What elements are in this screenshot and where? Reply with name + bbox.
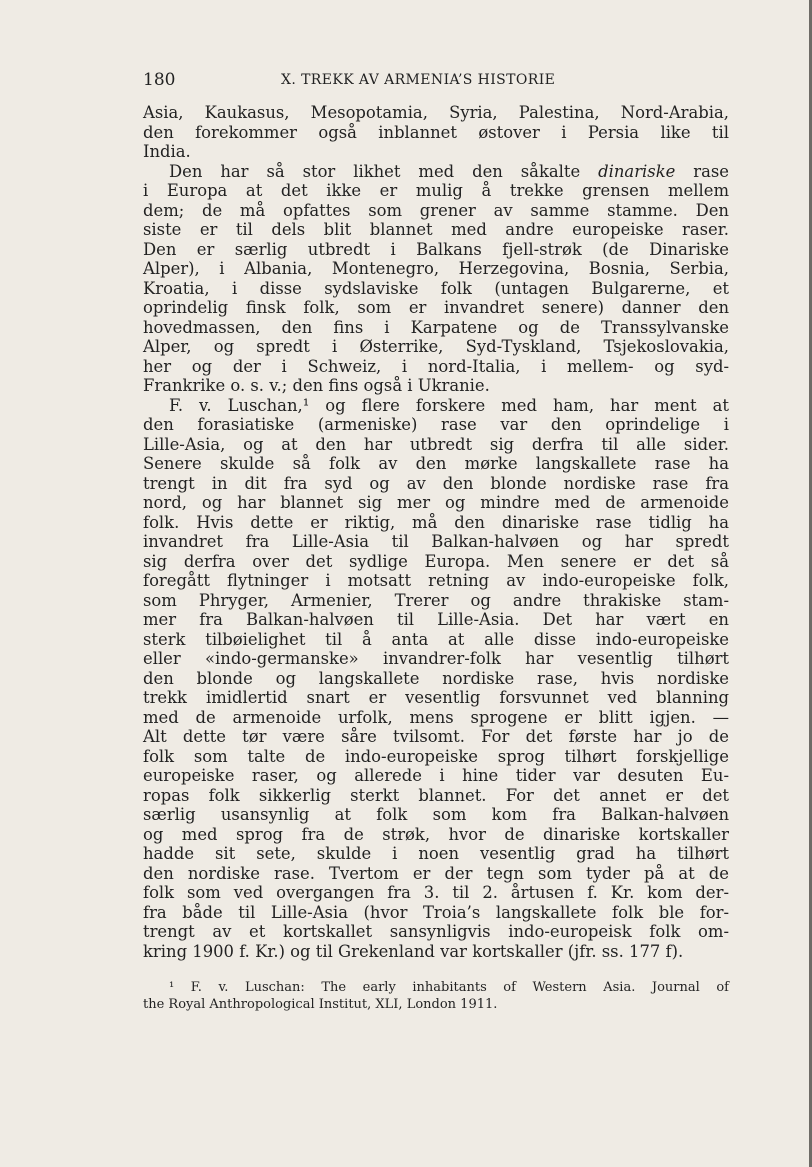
text-line: og med sprog fra de strøk, hvor de dinariske kortskaller xyxy=(143,824,729,844)
text-line: folk som talte de indo-europeiske sprog tilhørt forskjellige xyxy=(143,746,729,766)
text-line: oprindelig finsk folk, som er invandret senere) danner den xyxy=(143,298,729,317)
text-line: sterk tilbøielighet til å anta at alle disse indo-europeiske xyxy=(143,629,729,649)
page-number: 180 xyxy=(143,70,176,90)
text-line: den nordiske rase. Tvertom er der tegn som tyder på at de xyxy=(143,863,729,883)
footnote-line: the Royal Anthropological Institut, XLI, London 1911. xyxy=(143,997,498,1012)
text-line: F. v. Luschan,¹ og flere forskere med ham, har ment at xyxy=(169,395,729,415)
text-line: Alper, og spredt i Østerrike, Syd-Tyskland, Tsjekoslovakia, xyxy=(143,337,729,356)
text-line: Lille-Asia, og at den har utbredt sig derfra til alle sider. xyxy=(143,434,729,454)
footnote-line: ¹ F. v. Luschan: The early inhabitants of Western Asia. Journal of xyxy=(169,980,729,995)
text-line: folk som ved overgangen fra 3. til 2. årtusen f. Kr. kom der- xyxy=(143,883,729,902)
text-line: India. xyxy=(143,142,191,161)
running-head: X. TREKK AV ARMENIA’S HISTORIE xyxy=(281,72,556,88)
text-line: dem; de må opfattes som grener av samme stamme. Den xyxy=(143,200,729,220)
text-line: Den er særlig utbredt i Balkans fjell-strøk (de Dinariske xyxy=(143,239,729,259)
text-line: Frankrike o. s. v.; den fins også i Ukranie. xyxy=(143,376,490,395)
text-line: trengt av et kortskallet sansynligvis indo-europeisk folk om- xyxy=(143,922,729,941)
text-line: Kroatia, i disse sydslaviske folk (untagen Bulgarerne, et xyxy=(143,278,729,298)
text-line: invandret fra Lille-Asia til Balkan-halvøen og har spredt xyxy=(143,532,729,551)
text-line: siste er til dels blit blannet med andre europeiske raser. xyxy=(143,220,729,239)
text-line: foregått flytninger i motsatt retning av indo-europeiske folk, xyxy=(143,571,729,590)
text-line: særlig usansynlig at folk som kom fra Balkan-halvøen xyxy=(143,805,729,824)
text-line: mer fra Balkan-halvøen til Lille-Asia. Det har vært en xyxy=(143,610,729,629)
text-line: den blonde og langskallete nordiske rase, hvis nordiske xyxy=(143,668,729,688)
text-line: folk. Hvis dette er riktig, må den dinariske rase tidlig ha xyxy=(143,512,729,532)
text-line: trengt in dit fra syd og av den blonde nordiske rase fra xyxy=(143,473,729,493)
text-line: trekk imidlertid snart er vesentlig forsvunnet ved blanning xyxy=(143,688,729,707)
text-line: Alper), i Albania, Montenegro, Herzegovina, Bosnia, Serbia, xyxy=(143,259,729,278)
text-line: Alt dette tør være såre tvilsomt. For det første har jo de xyxy=(143,727,729,746)
text-line: europeiske raser, og allerede i hine tider var desuten Eu- xyxy=(143,766,729,785)
text-line: sig derfra over det sydlige Europa. Men senere er det så xyxy=(143,551,729,571)
text-line: her og der i Schweiz, i nord-Italia, i mellem- og syd- xyxy=(143,356,729,376)
text-line: med de armenoide urfolk, mens sprogene er blitt igjen. — xyxy=(143,707,729,727)
text-line: fra både til Lille-Asia (hvor Troia’s langskallete folk ble for- xyxy=(143,902,729,922)
footnote xyxy=(143,979,729,1013)
text-line: som Phryger, Armenier, Trerer og andre thrakiske stam- xyxy=(143,590,729,610)
text-line: eller «indo-germanske» invandrer-folk har vesentlig tilhørt xyxy=(143,649,729,668)
body-text xyxy=(143,103,729,961)
text-line: ropas folk sikkerlig sterkt blannet. For det annet er det xyxy=(143,785,729,805)
text-line: kring 1900 f. Kr.) og til Grekenland var kortskaller (jfr. ss. 177 f). xyxy=(143,941,684,961)
text-line: Senere skulde så folk av den mørke langskallete rase ha xyxy=(143,454,729,473)
text-line: Asia, Kaukasus, Mesopotamia, Syria, Palestina, Nord-Arabia, xyxy=(143,103,729,122)
text-line: den forasiatiske (armeniske) rase var den oprindelige i xyxy=(143,415,729,434)
text-line: nord, og har blannet sig mer og mindre med de armenoide xyxy=(143,493,729,512)
text-line: den forekommer også inblannet østover i Persia like til xyxy=(143,122,729,142)
text-line: hovedmassen, den fins i Karpatene og de Transsylvanske xyxy=(143,317,729,337)
text-line: Den har så stor likhet med den såkalte dinariske rase xyxy=(169,161,729,181)
page-header xyxy=(143,70,729,92)
text-line: hadde sit sete, skulde i noen vesentlig grad ha tilhørt xyxy=(143,844,729,863)
text-line: i Europa at det ikke er mulig å trekke grensen mellem xyxy=(143,181,729,200)
